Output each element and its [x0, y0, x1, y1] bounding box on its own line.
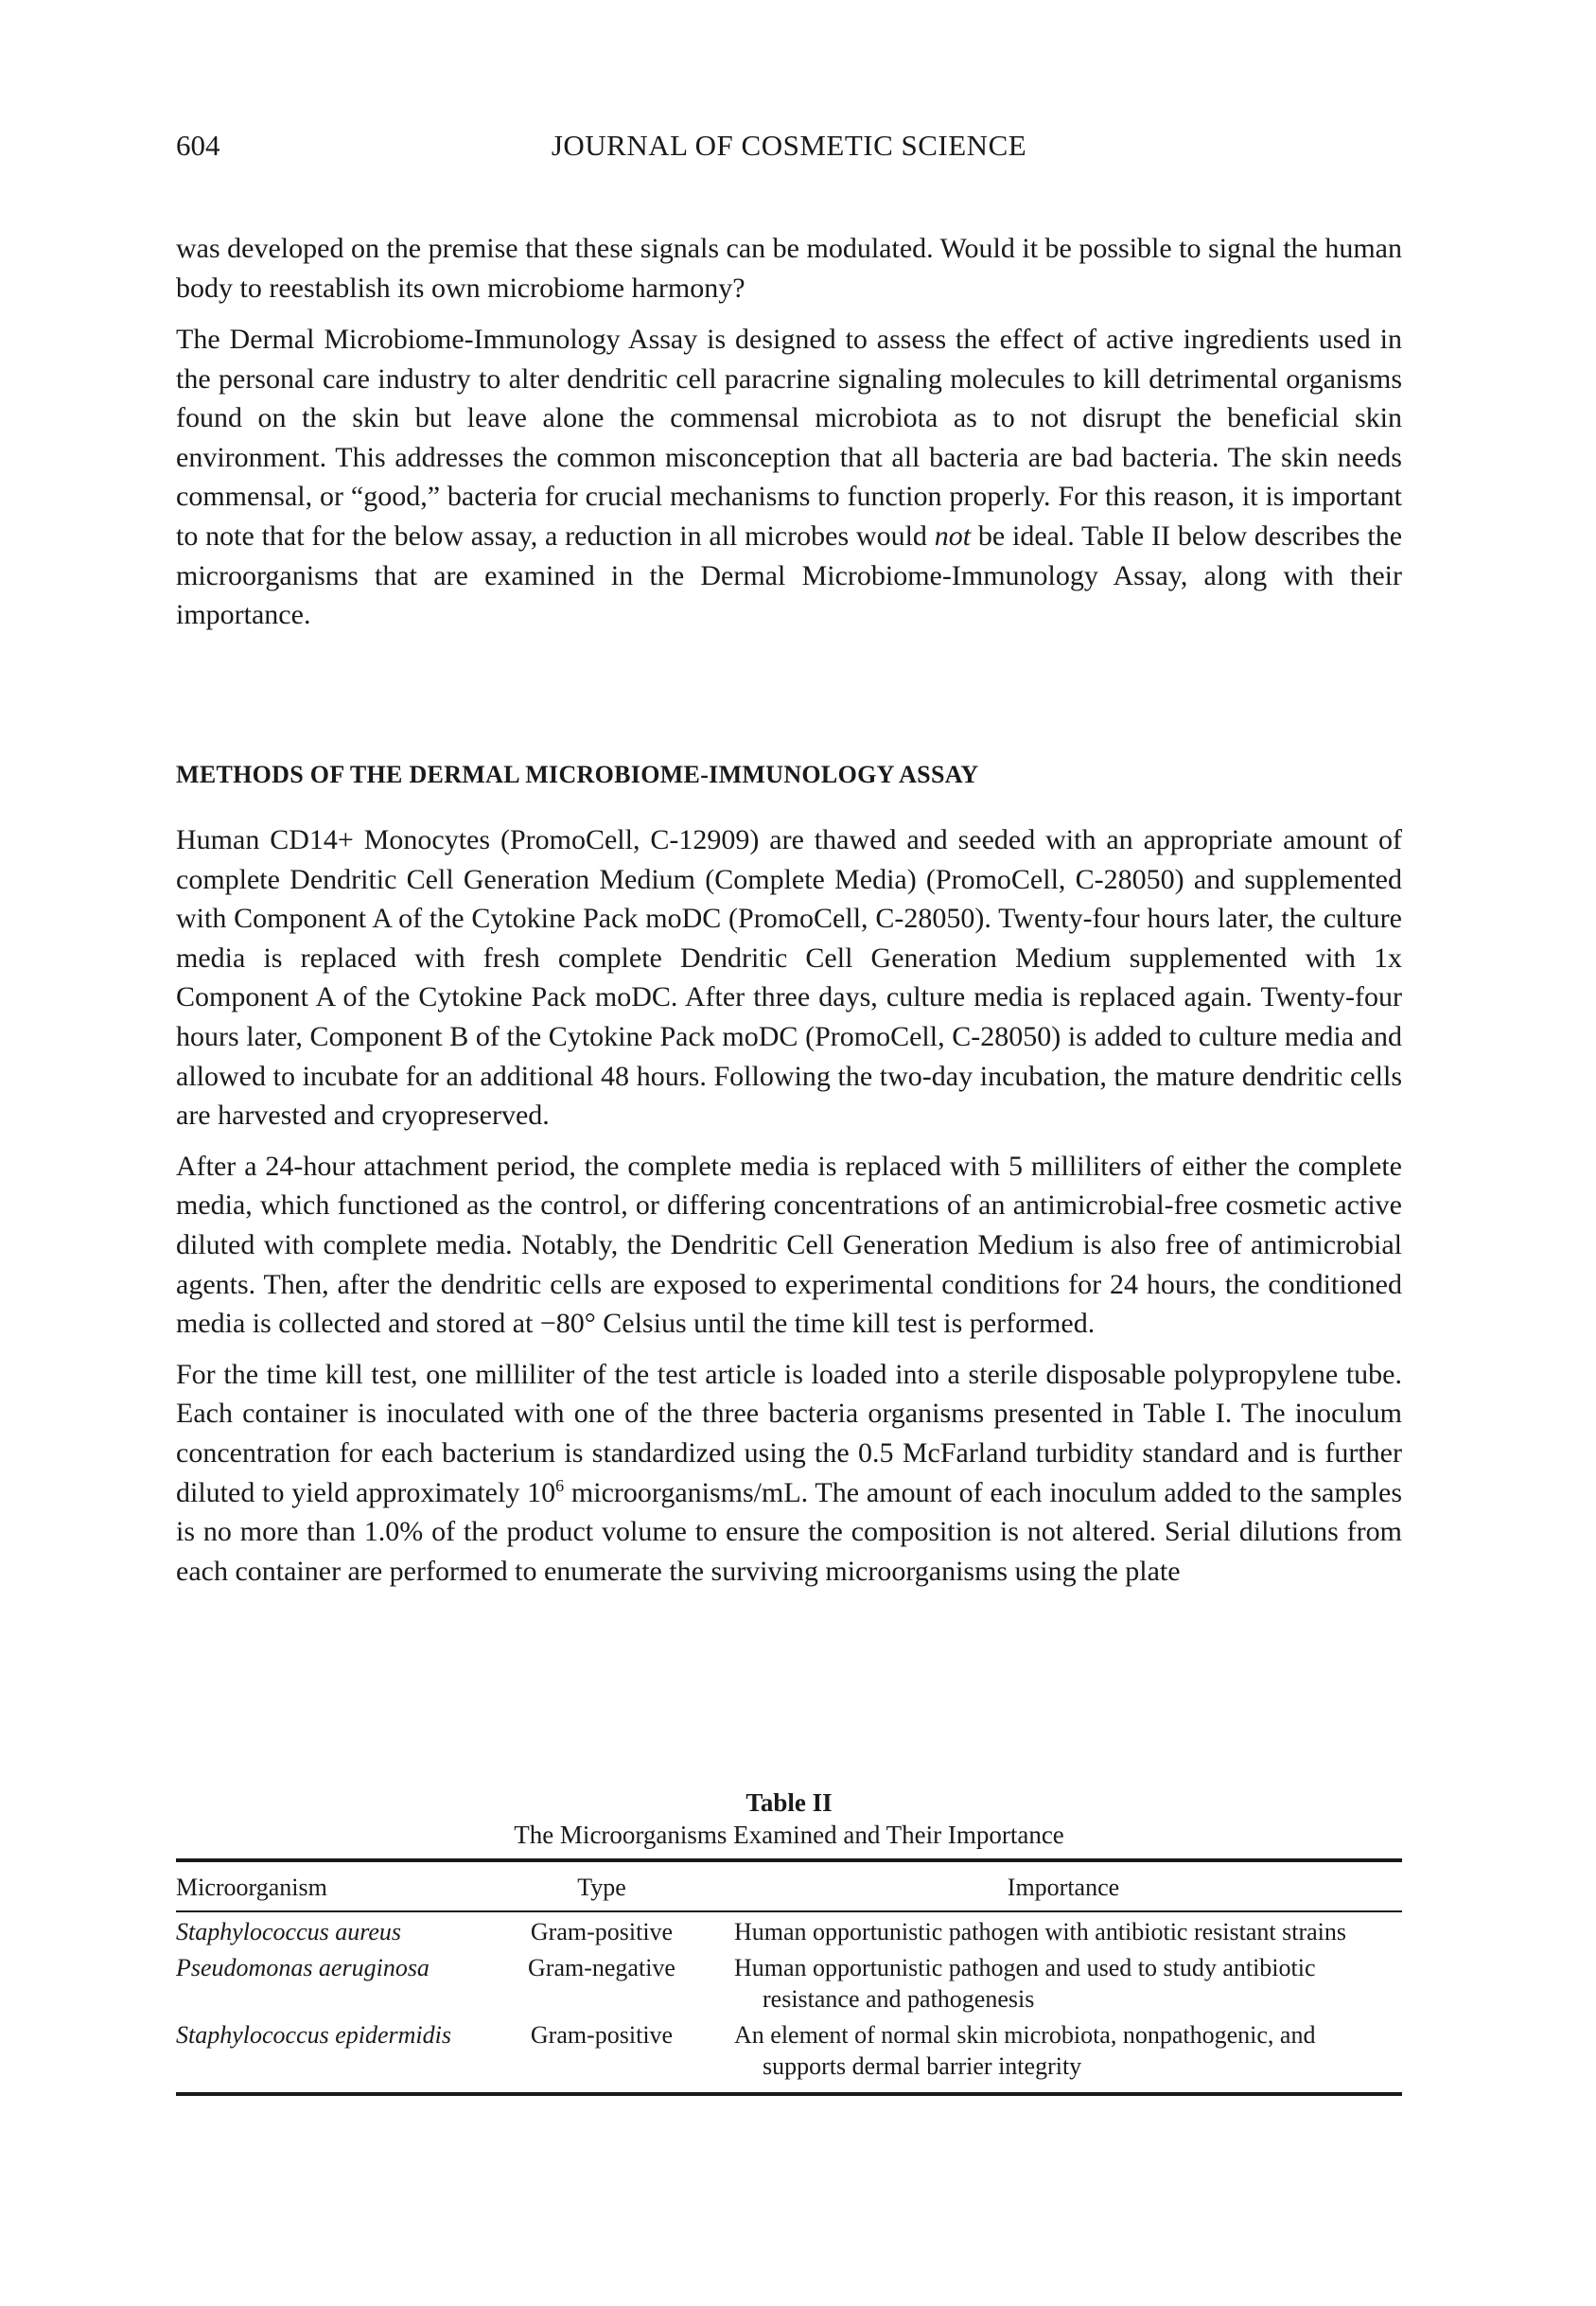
organism-type: Gram-negative [528, 1954, 675, 1981]
paragraph [176, 320, 1402, 635]
column-header: Importance [1007, 1874, 1120, 1901]
organism-name: Staphylococcus epidermidis [176, 2021, 451, 2049]
microorganism-table [176, 1862, 1402, 2083]
table-row [176, 2016, 1402, 2083]
emphasis: not [934, 519, 972, 552]
running-header [176, 129, 1402, 167]
page-number: 604 [176, 129, 220, 162]
table-ii [176, 1787, 1402, 2096]
organism-importance: Human opportunistic pathogen with antibiotic resistant strains [734, 1918, 1347, 1945]
table-bottom-rule [176, 2092, 1402, 2096]
text-run: The Dermal Microbiome-Immunology Assay is designed to assess the effect of active ingredients used in the personal care industry to alter dendritic cell paracrine signaling molecules to kill detrimental organisms found on the skin but leave alone the commensal microbiota as to not disrupt the beneficial skin environment. This addresses the common misconception that all bacteria are bad bacteria. The skin needs commensal, or “good,” bacteria for crucial mechanisms to function properly. For this reason, it is important to note that for the below assay, a reduction in all microbes would [176, 324, 1402, 552]
superscript: 6 [555, 1475, 565, 1495]
intro-paragraph-assay [176, 320, 1402, 646]
table-subtitle: The Microorganisms Examined and Their Importance [514, 1821, 1064, 1849]
intro-paragraph-continued [176, 229, 1402, 319]
table-row [176, 1948, 1402, 2016]
organism-name: Pseudomonas aeruginosa [176, 1954, 430, 1981]
section-heading: METHODS OF THE DERMAL MICROBIOME-IMMUNOLOGY ASSAY [176, 761, 979, 788]
text-run: be ideal. Table II below describes the microorganisms that are examined in the Dermal Microbiome-Immunology Assay, along with their importance. [176, 519, 1403, 631]
methods-paragraph-1: Human CD14+ Monocytes (PromoCell, C-12909) are thawed and seeded with an appropriate amount of complete Dendritic Cell Generation Medium (Complete Media) (PromoCell, C-28050) and supplemented with Component A of the Cytokine Pack moDC (PromoCell, C-28050). Twenty-four hours later, the culture media is replaced with fresh complete Dendritic Cell Generation Medium supplemented with 1x Component A of the Cytokine Pack moDC. After three days, culture media is replaced again. Twenty-four hours later, Component B of the Cytokine Pack moDC (PromoCell, C-28050) is added to culture media and allowed to incubate for an additional 48 hours. Following the two-day incubation, the mature dendritic cells are harvested and cryopreserved. [176, 824, 1402, 1132]
text-run: microorganisms/mL. The amount of each inoculum added to the samples is no more than 1.0% of the product volume to ensure the composition is not altered. Serial dilutions from each container are performed to enumerate the surviving microorganisms using the plate [176, 1476, 1402, 1587]
text-run: For the time kill test, one milliliter of the test article is loaded into a sterile disposable polypropylene tube. Each container is inoculated with one of the three bacteria organisms presented in Table I. The inoculum concentration for each bacterium is standardized using the 0.5 McFarland turbidity standard and is further diluted to yield approximately 10 [176, 1358, 1402, 1508]
methods-paragraph-2: After a 24-hour attachment period, the complete media is replaced with 5 milliliters of either the complete media, which functioned as the control, or differing concentrations of an antimicrobial-free cosmetic active diluted with complete media. Notably, the Dendritic Cell Generation Medium is also free of antimicrobial agents. Then, after the dendritic cells are exposed to experimental conditions for 24 hours, the conditioned media is collected and stored at −80° Celsius until the time kill test is performed. [176, 1150, 1402, 1340]
methods-body [176, 820, 1402, 1602]
paragraph: was developed on the premise that these signals can be modulated. Would it be possible to signal the human body to reestablish its own microbiome harmony? [176, 233, 1402, 304]
methods-paragraph-3 [176, 1355, 1402, 1592]
column-header: Type [577, 1874, 626, 1901]
organism-importance: Human opportunistic pathogen and used to study antibiotic resistance and pathogenesis [734, 1954, 1316, 2013]
table-title: Table II [745, 1788, 833, 1817]
organism-type: Gram-positive [530, 2021, 674, 2049]
organism-name: Staphylococcus aureus [176, 1918, 402, 1945]
organism-importance: An element of normal skin microbiota, nonpathogenic, and supports dermal barrier integrity [734, 2021, 1316, 2080]
table-header-row [176, 1862, 1402, 1910]
organism-type: Gram-positive [530, 1918, 674, 1945]
journal-title: JOURNAL OF COSMETIC SCIENCE [551, 129, 1027, 162]
table-row [176, 1912, 1402, 1948]
column-header: Microorganism [176, 1874, 327, 1901]
